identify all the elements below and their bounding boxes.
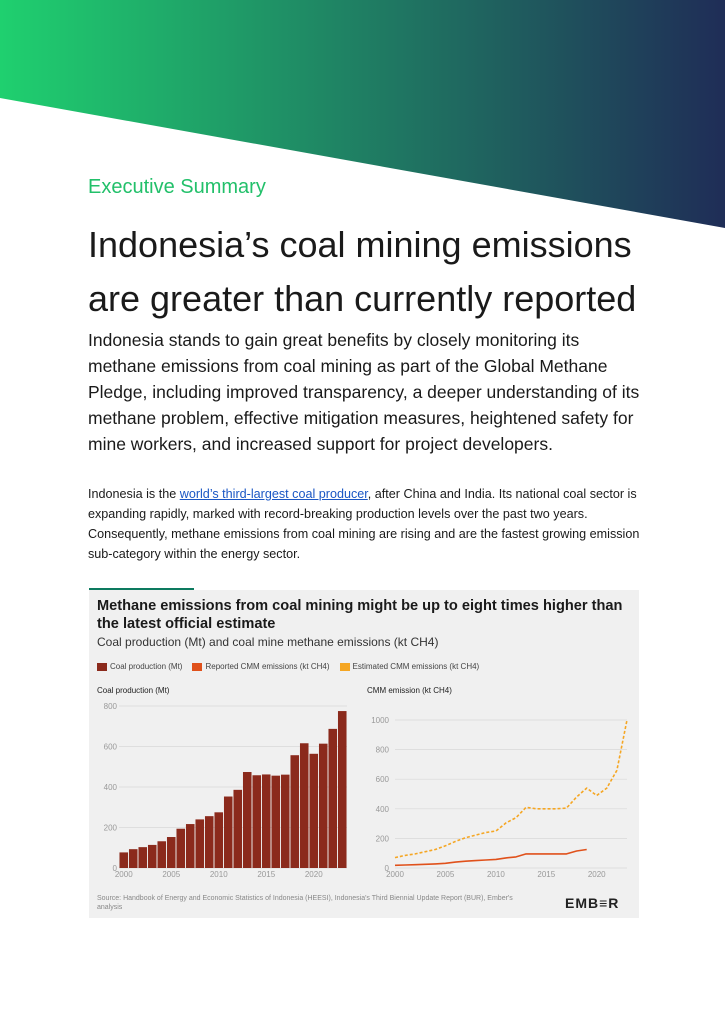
legend-swatch	[97, 663, 107, 671]
legend-label: Reported CMM emissions (kt CH4)	[205, 662, 330, 671]
y-tick-label: 600	[375, 775, 389, 785]
figure-source-note: Source: Handbook of Energy and Economic Statistics of Indonesia (HEESI), Indonesia's Third Biennial Update Report (BUR), Ember's analysis	[97, 895, 513, 911]
body-text-start: Indonesia is the	[88, 487, 180, 501]
x-tick-label: 2020	[304, 870, 323, 879]
figure-subtitle: Coal production (Mt) and coal mine methane emissions (kt CH4)	[97, 635, 439, 649]
x-tick-label: 2015	[257, 870, 276, 879]
bar-2007	[186, 824, 195, 868]
legend-item-coal	[97, 662, 182, 671]
bar-2020	[309, 754, 318, 868]
body-paragraph	[88, 484, 648, 564]
ember-logo: EMB≡R	[565, 895, 620, 911]
reported-cmm-line	[395, 850, 587, 866]
page-title: Indonesia’s coal mining emissions are greater than currently reported	[88, 224, 637, 319]
coal-production-bar-chart	[89, 700, 359, 892]
y-tick-label: 600	[103, 742, 117, 752]
bar-2013	[243, 772, 252, 868]
bar-2004	[157, 841, 166, 868]
bar-2023	[338, 711, 347, 868]
cmm-emissions-line-chart	[359, 700, 634, 892]
x-tick-label: 2020	[587, 870, 606, 879]
y-tick-label: 800	[103, 702, 117, 711]
x-tick-label: 2010	[486, 870, 505, 879]
figure-panel	[89, 590, 639, 918]
y-tick-label: 400	[103, 783, 117, 792]
lead-paragraph: Indonesia stands to gain great benefits by closely monitoring its methane emissions from coal mining as part of the Global Methane Pledge, including improved transparency, a deeper understanding of its methane problem, effective mitigation measures, heightened safety for mine workers, and increased support for project developers.	[88, 330, 640, 454]
x-tick-label: 2005	[162, 870, 181, 879]
legend-swatch	[192, 663, 202, 671]
y-tick-label: 800	[375, 745, 389, 755]
bar-2018	[290, 755, 299, 868]
bar-2019	[300, 743, 309, 868]
y-tick-label: 200	[375, 834, 389, 844]
estimated-cmm-line	[395, 720, 627, 858]
bar-2022	[328, 729, 337, 868]
right-panel-label: CMM emission (kt CH4)	[367, 686, 452, 695]
bar-2011	[224, 797, 233, 868]
body-text-end: , after China and India. Its national coal sector is expanding rapidly, marked with record-breaking production levels over the past two years. Consequently, methane emissions from coal mining are rising and are the fastest growing emission sub-category within the energy sector.	[88, 487, 640, 561]
legend-label: Coal production (Mt)	[110, 662, 183, 671]
bar-2021	[319, 744, 328, 868]
bar-2014	[252, 775, 261, 868]
bar-2008	[195, 819, 204, 868]
legend-swatch	[340, 663, 350, 671]
bar-2000	[119, 852, 128, 868]
left-panel-label: Coal production (Mt)	[97, 686, 170, 695]
y-tick-label: 0	[384, 864, 389, 873]
bar-2010	[214, 812, 223, 868]
bar-2009	[205, 816, 214, 868]
x-tick-label: 2000	[386, 870, 404, 879]
bar-2017	[281, 775, 290, 868]
figure-title: Methane emissions from coal mining might be up to eight times higher than the latest official estimate	[97, 598, 623, 632]
legend-item-estimated	[340, 662, 480, 671]
x-tick-label: 2000	[114, 870, 133, 879]
y-tick-label: 400	[375, 804, 389, 814]
bar-2001	[129, 849, 138, 868]
y-tick-label: 200	[103, 823, 117, 833]
coal-producer-link[interactable]: world’s third-largest coal producer	[179, 487, 368, 501]
legend-label: Estimated CMM emissions (kt CH4)	[352, 662, 480, 671]
section-kicker: Executive Summary	[88, 176, 266, 198]
x-tick-label: 2015	[537, 870, 556, 879]
y-tick-label: 1000	[371, 716, 389, 725]
chart-legend	[97, 662, 479, 671]
x-tick-label: 2010	[209, 870, 228, 879]
y-tick-label: 0	[112, 864, 117, 873]
bar-2005	[167, 837, 176, 868]
legend-item-reported	[192, 662, 329, 671]
bar-2016	[271, 776, 280, 868]
bar-2003	[148, 845, 157, 868]
x-tick-label: 2005	[436, 870, 455, 879]
bar-2002	[138, 847, 147, 868]
bar-2006	[176, 829, 185, 868]
bar-2012	[233, 790, 242, 868]
bar-2015	[262, 774, 271, 868]
